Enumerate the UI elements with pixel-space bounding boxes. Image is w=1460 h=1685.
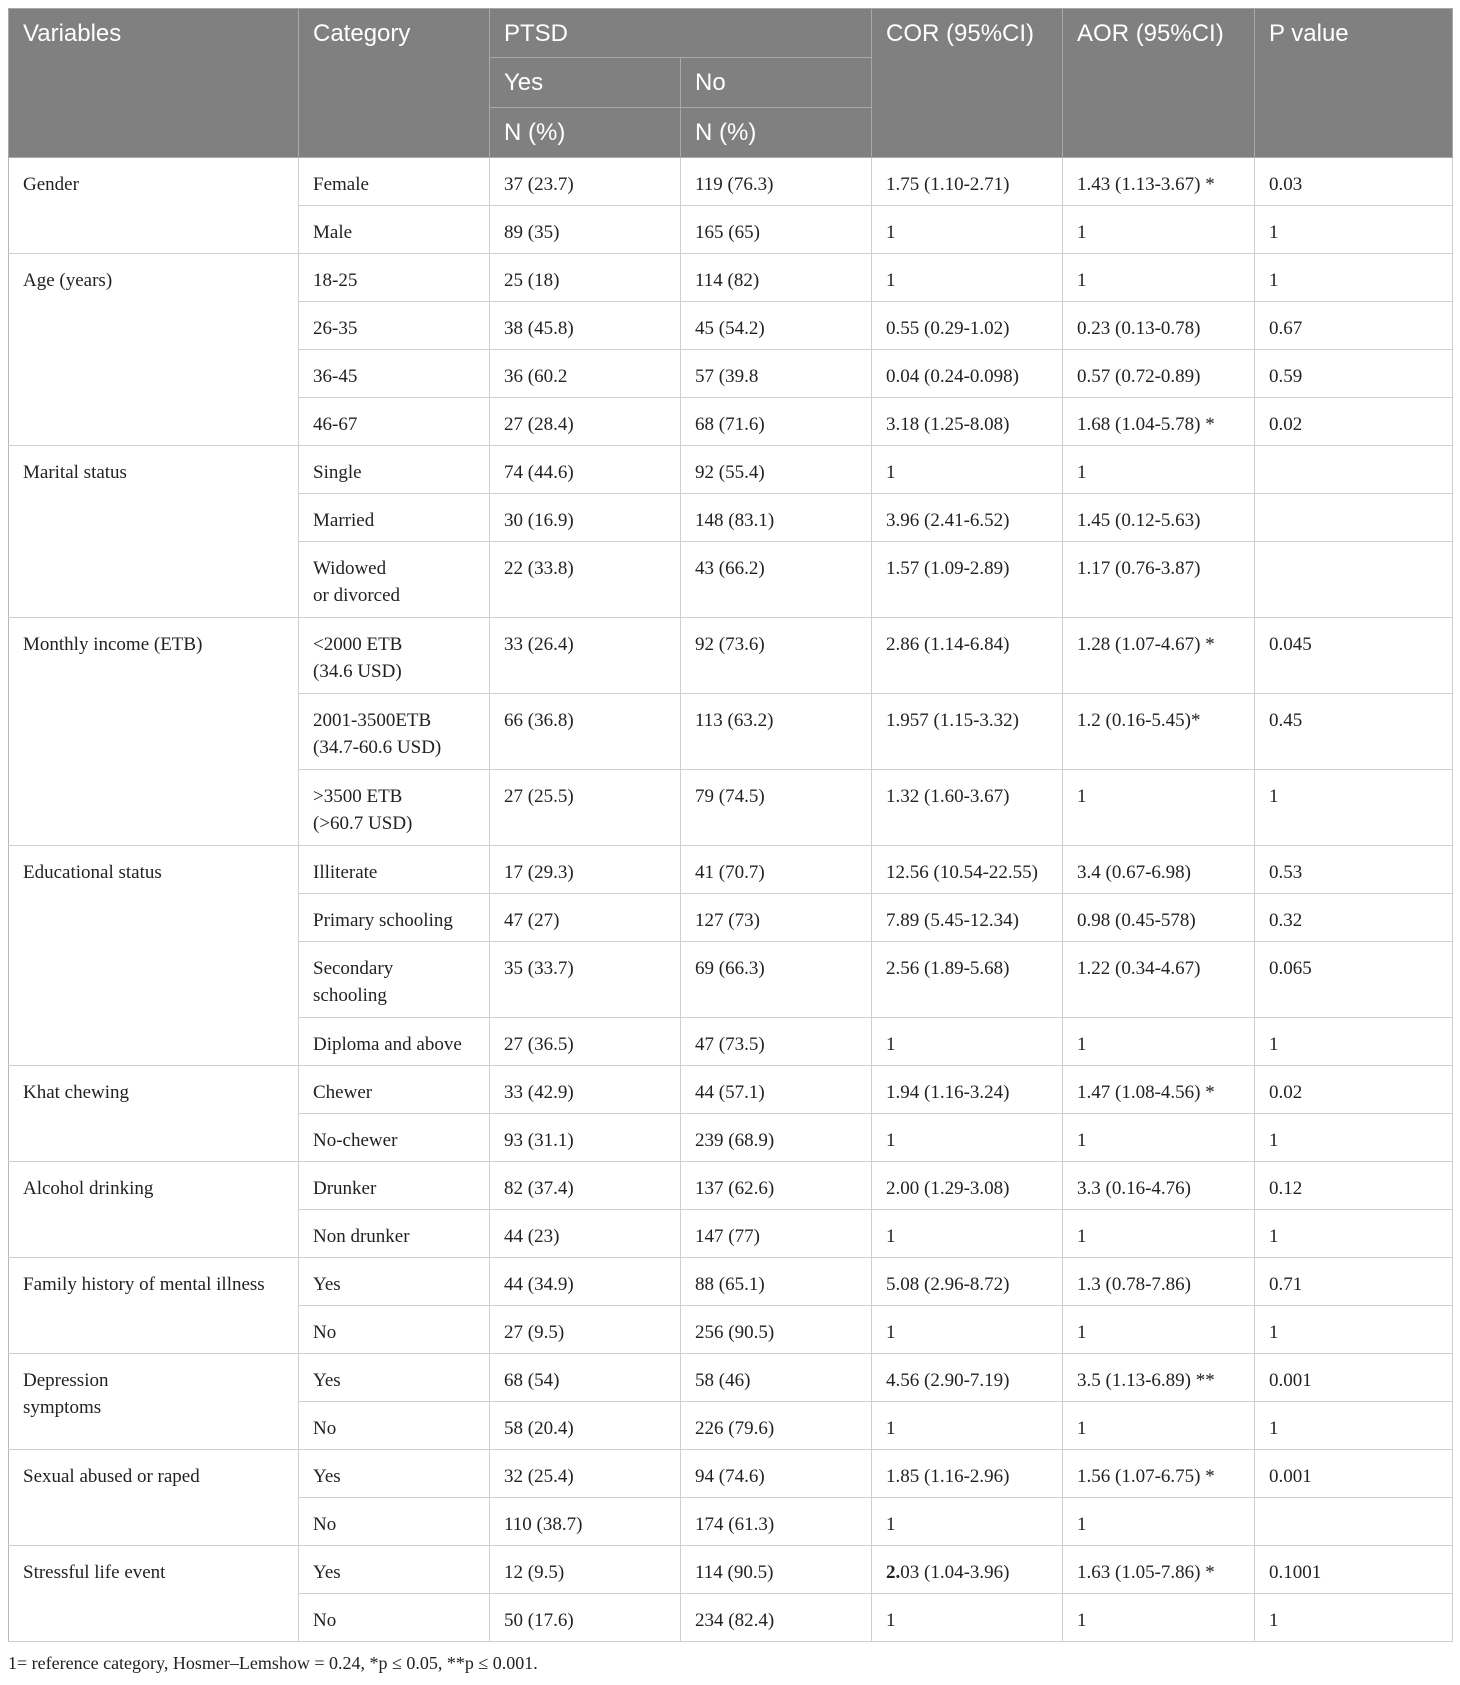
aor-cell: 1 (1063, 1210, 1255, 1258)
category-label-line2: (34.7-60.6 USD) (313, 737, 442, 758)
p-value-cell: 0.71 (1255, 1258, 1453, 1306)
aor-cell: 1.43 (1.13-3.67) * (1063, 158, 1255, 206)
header-cor: COR (95%CI) (872, 9, 1063, 158)
category-label: Yes (313, 1466, 341, 1487)
cor-value: 2.56 (1.89-5.68) (886, 958, 1010, 979)
ptsd-no-cell: 119 (76.3) (681, 158, 872, 206)
ptsd-yes-cell: 35 (33.7) (490, 942, 681, 1018)
p-value-cell: 0.32 (1255, 894, 1453, 942)
p-value-cell (1255, 542, 1453, 618)
p-value-cell: 0.045 (1255, 618, 1453, 694)
cor-value: 0.04 (0.24-0.098) (886, 366, 1019, 387)
aor-cell: 1 (1063, 1114, 1255, 1162)
category-cell (299, 770, 490, 846)
category-label: Non drunker (313, 1226, 410, 1247)
variable-label: Monthly income (ETB) (23, 634, 203, 655)
ptsd-yes-cell: 44 (23) (490, 1210, 681, 1258)
ptsd-yes-cell: 66 (36.8) (490, 694, 681, 770)
category-label: Female (313, 174, 369, 195)
variable-label: Alcohol drinking (23, 1178, 154, 1199)
header-p-value: P value (1255, 9, 1453, 158)
aor-cell: 3.3 (0.16-4.76) (1063, 1162, 1255, 1210)
cor-cell (872, 1402, 1063, 1450)
cor-value: 3.18 (1.25-8.08) (886, 414, 1010, 435)
cor-value: 7.89 (5.45-12.34) (886, 910, 1019, 931)
category-label: Chewer (313, 1082, 373, 1103)
table-row (9, 1162, 1453, 1210)
ptsd-no-cell: 256 (90.5) (681, 1306, 872, 1354)
category-label-line2: or divorced (313, 585, 401, 606)
cor-value: 1.94 (1.16-3.24) (886, 1082, 1010, 1103)
ptsd-no-cell: 58 (46) (681, 1354, 872, 1402)
ptsd-yes-cell: 27 (25.5) (490, 770, 681, 846)
table-row (9, 158, 1453, 206)
ptsd-no-cell: 113 (63.2) (681, 694, 872, 770)
cor-cell (872, 302, 1063, 350)
ptsd-yes-cell: 33 (42.9) (490, 1066, 681, 1114)
cor-cell (872, 398, 1063, 446)
category-label: Single (313, 462, 362, 483)
aor-cell: 1.68 (1.04-5.78) * (1063, 398, 1255, 446)
cor-value: 2.86 (1.14-6.84) (886, 634, 1010, 655)
variable-label: Educational status (23, 862, 162, 883)
ptsd-yes-cell: 44 (34.9) (490, 1258, 681, 1306)
cor-value: 0.55 (0.29-1.02) (886, 318, 1010, 339)
p-value-cell: 0.02 (1255, 1066, 1453, 1114)
variable-cell (9, 1450, 299, 1546)
aor-cell: 1 (1063, 1498, 1255, 1546)
category-cell (299, 158, 490, 206)
category-cell (299, 1258, 490, 1306)
category-label: Male (313, 222, 353, 243)
category-label: <2000 ETB (313, 634, 403, 655)
cor-cell (872, 1018, 1063, 1066)
ptsd-yes-cell: 17 (29.3) (490, 846, 681, 894)
category-label-line2: (>60.7 USD) (313, 813, 413, 834)
category-cell (299, 694, 490, 770)
aor-cell: 1.3 (0.78-7.86) (1063, 1258, 1255, 1306)
table-row (9, 254, 1453, 302)
aor-cell: 1.28 (1.07-4.67) * (1063, 618, 1255, 694)
category-label: No (313, 1610, 337, 1631)
p-value-cell: 0.065 (1255, 942, 1453, 1018)
category-cell (299, 846, 490, 894)
table-row (9, 1354, 1453, 1402)
ptsd-yes-cell: 37 (23.7) (490, 158, 681, 206)
ptsd-no-cell: 44 (57.1) (681, 1066, 872, 1114)
cor-value: 1.57 (1.09-2.89) (886, 558, 1010, 579)
ptsd-no-cell: 68 (71.6) (681, 398, 872, 446)
cor-cell (872, 1114, 1063, 1162)
ptsd-yes-cell: 30 (16.9) (490, 494, 681, 542)
cor-cell (872, 1162, 1063, 1210)
variable-label: Stressful life event (23, 1562, 166, 1583)
category-cell (299, 1162, 490, 1210)
ptsd-no-cell: 239 (68.9) (681, 1114, 872, 1162)
ptsd-yes-cell: 12 (9.5) (490, 1546, 681, 1594)
cor-value: 03 (1.04-3.96) (900, 1562, 1010, 1583)
category-label: Married (313, 510, 375, 531)
ptsd-yes-cell: 38 (45.8) (490, 302, 681, 350)
category-cell (299, 494, 490, 542)
header-yes: Yes (490, 58, 681, 108)
variable-label: Age (years) (23, 270, 113, 291)
aor-cell: 1 (1063, 446, 1255, 494)
category-label: Secondary (313, 958, 394, 979)
ptsd-no-cell: 47 (73.5) (681, 1018, 872, 1066)
category-label: Yes (313, 1562, 341, 1583)
category-cell (299, 1114, 490, 1162)
p-value-cell (1255, 494, 1453, 542)
table-body (9, 158, 1453, 1642)
p-value-cell: 0.1001 (1255, 1546, 1453, 1594)
category-cell (299, 1354, 490, 1402)
header-aor: AOR (95%CI) (1063, 9, 1255, 158)
p-value-cell: 1 (1255, 1402, 1453, 1450)
category-cell (299, 894, 490, 942)
cor-value: 1 (886, 222, 896, 243)
ptsd-no-cell: 41 (70.7) (681, 846, 872, 894)
results-table (8, 8, 1453, 1642)
category-label: >3500 ETB (313, 786, 403, 807)
ptsd-yes-cell: 50 (17.6) (490, 1594, 681, 1642)
cor-value: 1.957 (1.15-3.32) (886, 710, 1019, 731)
ptsd-yes-cell: 27 (36.5) (490, 1018, 681, 1066)
ptsd-yes-cell: 47 (27) (490, 894, 681, 942)
header-n-pct-yes: N (%) (490, 108, 681, 158)
footnote: 1= reference category, Hosmer–Lemshow = 0.24, *p ≤ 0.05, **p ≤ 0.001. (8, 1653, 538, 1673)
variable-label: Khat chewing (23, 1082, 130, 1103)
ptsd-yes-cell: 74 (44.6) (490, 446, 681, 494)
p-value-cell: 1 (1255, 770, 1453, 846)
category-cell (299, 1402, 490, 1450)
variable-cell (9, 1354, 299, 1450)
cor-value: 3.96 (2.41-6.52) (886, 510, 1010, 531)
cor-cell (872, 494, 1063, 542)
p-value-cell (1255, 446, 1453, 494)
category-label: No (313, 1514, 337, 1535)
table-row (9, 446, 1453, 494)
aor-cell: 1 (1063, 770, 1255, 846)
variable-label: Marital status (23, 462, 127, 483)
category-label: Widowed (313, 558, 387, 579)
cor-bold-prefix: 2. (886, 1562, 901, 1583)
category-cell (299, 254, 490, 302)
category-label: 2001-3500ETB (313, 710, 432, 731)
category-cell (299, 618, 490, 694)
ptsd-yes-cell: 27 (28.4) (490, 398, 681, 446)
table-row (9, 1258, 1453, 1306)
table-row (9, 1066, 1453, 1114)
aor-cell: 3.4 (0.67-6.98) (1063, 846, 1255, 894)
ptsd-no-cell: 79 (74.5) (681, 770, 872, 846)
ptsd-no-cell: 92 (55.4) (681, 446, 872, 494)
aor-cell: 1.2 (0.16-5.45)* (1063, 694, 1255, 770)
ptsd-yes-cell: 36 (60.2 (490, 350, 681, 398)
cor-cell (872, 446, 1063, 494)
aor-cell: 1 (1063, 1594, 1255, 1642)
category-cell (299, 542, 490, 618)
category-label: No (313, 1418, 337, 1439)
category-cell (299, 1498, 490, 1546)
category-cell (299, 350, 490, 398)
cor-value: 1 (886, 1610, 896, 1631)
p-value-cell: 1 (1255, 206, 1453, 254)
category-cell (299, 398, 490, 446)
ptsd-no-cell: 114 (90.5) (681, 1546, 872, 1594)
cor-value: 1.32 (1.60-3.67) (886, 786, 1010, 807)
cor-cell (872, 542, 1063, 618)
category-label: 46-67 (313, 414, 358, 435)
aor-cell: 0.98 (0.45-578) (1063, 894, 1255, 942)
category-cell (299, 446, 490, 494)
variable-label-line2: symptoms (23, 1397, 102, 1418)
p-value-cell: 1 (1255, 254, 1453, 302)
category-cell (299, 1018, 490, 1066)
cor-cell (872, 1498, 1063, 1546)
p-value-cell: 0.03 (1255, 158, 1453, 206)
ptsd-no-cell: 174 (61.3) (681, 1498, 872, 1546)
aor-cell: 1.17 (0.76-3.87) (1063, 542, 1255, 618)
header-variables: Variables (9, 9, 299, 158)
cor-value: 1.75 (1.10-2.71) (886, 174, 1010, 195)
cor-cell (872, 254, 1063, 302)
header-no: No (681, 58, 872, 108)
category-label: Yes (313, 1274, 341, 1295)
aor-cell: 3.5 (1.13-6.89) ** (1063, 1354, 1255, 1402)
ptsd-yes-cell: 58 (20.4) (490, 1402, 681, 1450)
variable-label: Sexual abused or raped (23, 1466, 200, 1487)
header-n-pct-no: N (%) (681, 108, 872, 158)
p-value-cell: 0.59 (1255, 350, 1453, 398)
ptsd-yes-cell: 27 (9.5) (490, 1306, 681, 1354)
category-label-line2: (34.6 USD) (313, 661, 402, 682)
variable-label: Gender (23, 174, 79, 195)
category-cell (299, 942, 490, 1018)
aor-cell: 1.45 (0.12-5.63) (1063, 494, 1255, 542)
p-value-cell: 1 (1255, 1210, 1453, 1258)
aor-cell: 1 (1063, 254, 1255, 302)
cor-value: 1 (886, 1034, 896, 1055)
category-label: Illiterate (313, 862, 378, 883)
ptsd-yes-cell: 25 (18) (490, 254, 681, 302)
variable-cell (9, 446, 299, 618)
aor-cell: 1.63 (1.05-7.86) * (1063, 1546, 1255, 1594)
category-label: No-chewer (313, 1130, 398, 1151)
category-label: 36-45 (313, 366, 358, 387)
category-label: 18-25 (313, 270, 358, 291)
cor-value: 5.08 (2.96-8.72) (886, 1274, 1010, 1295)
ptsd-yes-cell: 89 (35) (490, 206, 681, 254)
p-value-cell: 1 (1255, 1018, 1453, 1066)
aor-cell: 1.22 (0.34-4.67) (1063, 942, 1255, 1018)
variable-cell (9, 1258, 299, 1354)
cor-value: 1 (886, 1322, 896, 1343)
p-value-cell: 1 (1255, 1306, 1453, 1354)
category-cell (299, 1210, 490, 1258)
variable-label: Family history of mental illness (23, 1274, 265, 1295)
table-row (9, 618, 1453, 694)
cor-value: 12.56 (10.54-22.55) (886, 862, 1038, 883)
cor-cell (872, 1258, 1063, 1306)
variable-cell (9, 1162, 299, 1258)
aor-cell: 0.57 (0.72-0.89) (1063, 350, 1255, 398)
cor-value: 1 (886, 270, 896, 291)
category-cell (299, 1066, 490, 1114)
ptsd-no-cell: 165 (65) (681, 206, 872, 254)
aor-cell: 1.56 (1.07-6.75) * (1063, 1450, 1255, 1498)
category-cell (299, 1594, 490, 1642)
cor-value: 1 (886, 1226, 896, 1247)
ptsd-yes-cell: 110 (38.7) (490, 1498, 681, 1546)
category-label: No (313, 1322, 337, 1343)
variable-label: Depression (23, 1370, 109, 1391)
category-label: Drunker (313, 1178, 377, 1199)
category-cell (299, 1546, 490, 1594)
header-ptsd: PTSD (490, 9, 872, 58)
aor-cell: 1 (1063, 206, 1255, 254)
category-cell (299, 1450, 490, 1498)
ptsd-yes-cell: 68 (54) (490, 1354, 681, 1402)
cor-cell (872, 350, 1063, 398)
table-row (9, 1546, 1453, 1594)
ptsd-no-cell: 92 (73.6) (681, 618, 872, 694)
category-cell (299, 206, 490, 254)
p-value-cell: 0.12 (1255, 1162, 1453, 1210)
variable-cell (9, 1066, 299, 1162)
p-value-cell: 0.53 (1255, 846, 1453, 894)
ptsd-yes-cell: 33 (26.4) (490, 618, 681, 694)
p-value-cell: 0.001 (1255, 1354, 1453, 1402)
p-value-cell: 0.67 (1255, 302, 1453, 350)
category-cell (299, 302, 490, 350)
ptsd-no-cell: 127 (73) (681, 894, 872, 942)
cor-cell (872, 846, 1063, 894)
ptsd-yes-cell: 22 (33.8) (490, 542, 681, 618)
p-value-cell: 0.001 (1255, 1450, 1453, 1498)
category-label: Yes (313, 1370, 341, 1391)
cor-cell (872, 158, 1063, 206)
cor-value: 1 (886, 1514, 896, 1535)
cor-cell (872, 618, 1063, 694)
category-label-line2: schooling (313, 985, 387, 1006)
ptsd-yes-cell: 82 (37.4) (490, 1162, 681, 1210)
ptsd-no-cell: 57 (39.8 (681, 350, 872, 398)
ptsd-no-cell: 69 (66.3) (681, 942, 872, 1018)
cor-value: 2.00 (1.29-3.08) (886, 1178, 1010, 1199)
p-value-cell: 1 (1255, 1114, 1453, 1162)
p-value-cell (1255, 1498, 1453, 1546)
ptsd-no-cell: 43 (66.2) (681, 542, 872, 618)
p-value-cell: 1 (1255, 1594, 1453, 1642)
table-header (9, 9, 1453, 158)
ptsd-yes-cell: 93 (31.1) (490, 1114, 681, 1162)
variable-cell (9, 158, 299, 254)
cor-cell (872, 1306, 1063, 1354)
aor-cell: 1 (1063, 1402, 1255, 1450)
variable-cell (9, 254, 299, 446)
cor-cell (872, 1354, 1063, 1402)
ptsd-no-cell: 88 (65.1) (681, 1258, 872, 1306)
cor-cell (872, 894, 1063, 942)
cor-cell (872, 694, 1063, 770)
cor-value: 1 (886, 462, 896, 483)
ptsd-yes-cell: 32 (25.4) (490, 1450, 681, 1498)
cor-value: 1 (886, 1418, 896, 1439)
table-row (9, 1450, 1453, 1498)
cor-cell (872, 1546, 1063, 1594)
p-value-cell: 0.02 (1255, 398, 1453, 446)
ptsd-no-cell: 114 (82) (681, 254, 872, 302)
ptsd-no-cell: 147 (77) (681, 1210, 872, 1258)
cor-cell (872, 1210, 1063, 1258)
cor-value: 4.56 (2.90-7.19) (886, 1370, 1010, 1391)
cor-value: 1.85 (1.16-2.96) (886, 1466, 1010, 1487)
p-value-cell: 0.45 (1255, 694, 1453, 770)
category-label: Primary schooling (313, 910, 453, 931)
cor-cell (872, 1066, 1063, 1114)
ptsd-no-cell: 148 (83.1) (681, 494, 872, 542)
cor-cell (872, 1594, 1063, 1642)
cor-cell (872, 942, 1063, 1018)
cor-value: 1 (886, 1130, 896, 1151)
category-label: 26-35 (313, 318, 358, 339)
ptsd-no-cell: 234 (82.4) (681, 1594, 872, 1642)
aor-cell: 0.23 (0.13-0.78) (1063, 302, 1255, 350)
cor-cell (872, 206, 1063, 254)
ptsd-no-cell: 137 (62.6) (681, 1162, 872, 1210)
cor-cell (872, 1450, 1063, 1498)
aor-cell: 1.47 (1.08-4.56) * (1063, 1066, 1255, 1114)
table-row (9, 846, 1453, 894)
category-cell (299, 1306, 490, 1354)
header-category: Category (299, 9, 490, 158)
variable-cell (9, 846, 299, 1066)
variable-cell (9, 618, 299, 846)
variable-cell (9, 1546, 299, 1642)
aor-cell: 1 (1063, 1018, 1255, 1066)
ptsd-no-cell: 226 (79.6) (681, 1402, 872, 1450)
ptsd-no-cell: 94 (74.6) (681, 1450, 872, 1498)
cor-cell (872, 770, 1063, 846)
aor-cell: 1 (1063, 1306, 1255, 1354)
ptsd-no-cell: 45 (54.2) (681, 302, 872, 350)
category-label: Diploma and above (313, 1034, 462, 1055)
